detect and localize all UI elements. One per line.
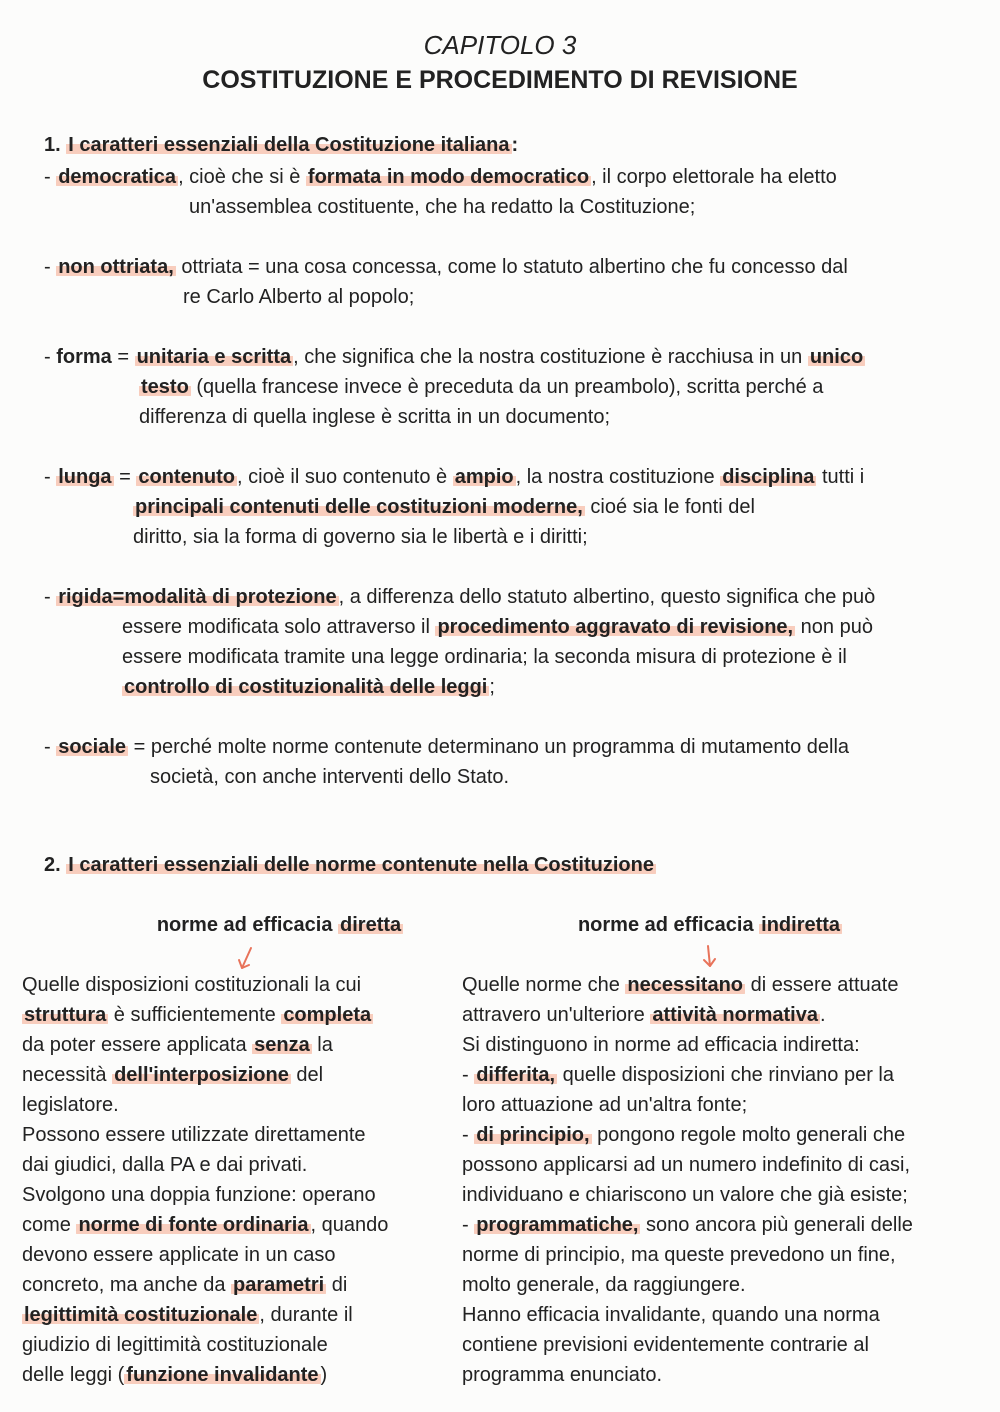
right-column-text	[462, 970, 982, 1390]
text-line: norme di principio, ma queste prevedono un fine,	[462, 1244, 896, 1266]
text-line: necessità dell'interposizione del	[22, 1064, 324, 1086]
list-item-rigida: - rigida=modalità di protezione , a differenza dello statuto albertino, questo significa che può essere modificata solo attraverso il procedimento aggravato di revisione, non può essere modificata tramite una legge ordinaria; la seconda misura di protezione è il controllo di costituzionalità delle leggi ;	[44, 586, 876, 698]
arrow-down-icon	[700, 944, 720, 970]
text-line: individuano e chiariscono un valore che già esiste;	[462, 1184, 908, 1206]
left-column-text	[22, 970, 442, 1390]
text-line: struttura è sufficientemente completa	[24, 1004, 372, 1026]
text-line: loro attuazione ad un'altra fonte;	[462, 1094, 748, 1116]
text-line: Svolgono una doppia funzione: operano	[22, 1184, 376, 1206]
text-line: molto generale, da raggiungere.	[462, 1274, 746, 1296]
text-line: delle leggi ( funzione invalidante )	[22, 1364, 328, 1386]
text-line: contiene previsioni evidentemente contrarie al	[462, 1334, 869, 1356]
chapter-title: COSTITUZIONE E PROCEDIMENTO DI REVISIONE	[202, 66, 798, 94]
text-line: attravero un'ulteriore attività normativa .	[462, 1004, 826, 1026]
list-item-forma: - forma = unitaria e scritta , che significa che la nostra costituzione è racchiusa in un unico testo (quella francese invece è preceduta da un preambolo), scritta perché a differenza di quella inglese è scritta in un documento;	[44, 346, 864, 428]
list-item-non-ottriata: - non ottriata, ottriata = una cosa concessa, come lo statuto albertino che fu concesso dal re Carlo Alberto al popolo;	[44, 256, 848, 308]
right-column-heading: norme ad efficacia indiretta	[577, 914, 841, 936]
text-line: - differita, quelle disposizioni che rinviano per la	[462, 1064, 894, 1086]
text-line: possono applicarsi ad un numero indefinito di casi,	[462, 1154, 911, 1176]
list-item-lunga: - lunga = contenuto , cioè il suo contenuto è ampio , la nostra costituzione disciplina tutti i principali contenuti delle costituzioni moderne, cioé sia le fonti del diritto, sia la forma di governo sia le libertà e i diritti;	[44, 466, 865, 548]
section1-heading: 1. I caratteri essenziali della Costituzione italiana :	[44, 134, 519, 156]
text-line: Si distinguono in norme ad efficacia indiretta:	[462, 1034, 860, 1056]
text-line: Possono essere utilizzate direttamente	[22, 1124, 366, 1146]
text-line: - programmatiche, sono ancora più generali delle	[462, 1214, 913, 1236]
chapter-label: CAPITOLO 3	[423, 30, 577, 60]
text-line: legittimità costituzionale , durante il	[24, 1304, 353, 1326]
text-line: da poter essere applicata senza la	[22, 1034, 333, 1056]
text-line: Quelle disposizioni costituzionali la cui	[22, 974, 362, 996]
text-line: giudizio di legittimità costituzionale	[22, 1334, 328, 1356]
text-line: Hanno efficacia invalidante, quando una norma	[462, 1304, 880, 1326]
text-line: come norme di fonte ordinaria , quando	[22, 1214, 389, 1236]
text-line: devono essere applicate in un caso	[22, 1244, 336, 1266]
text-line: concreto, ma anche da parametri di	[22, 1274, 348, 1296]
text-line: - di principio, pongono regole molto generali che	[462, 1124, 906, 1146]
text-line: dai giudici, dalla PA e dai privati.	[22, 1154, 308, 1176]
section2-heading: 2. I caratteri essenziali delle norme contenute nella Costituzione	[44, 854, 654, 876]
list-item-democratica: - democratica , cioè che si è formata in modo democratico , il corpo elettorale ha eletto un'assemblea costituente, che ha redatto la Costituzione;	[44, 166, 837, 218]
text-line: Quelle norme che necessitano di essere attuate	[462, 974, 899, 996]
arrow-down-icon	[236, 946, 256, 972]
text-line: legislatore.	[22, 1094, 119, 1116]
list-item-sociale: - sociale = perché molte norme contenute determinano un programma di mutamento della società, con anche interventi dello Stato.	[44, 736, 850, 788]
text-line: programma enunciato.	[462, 1364, 663, 1386]
left-column-heading: norme ad efficacia diretta	[156, 914, 402, 936]
